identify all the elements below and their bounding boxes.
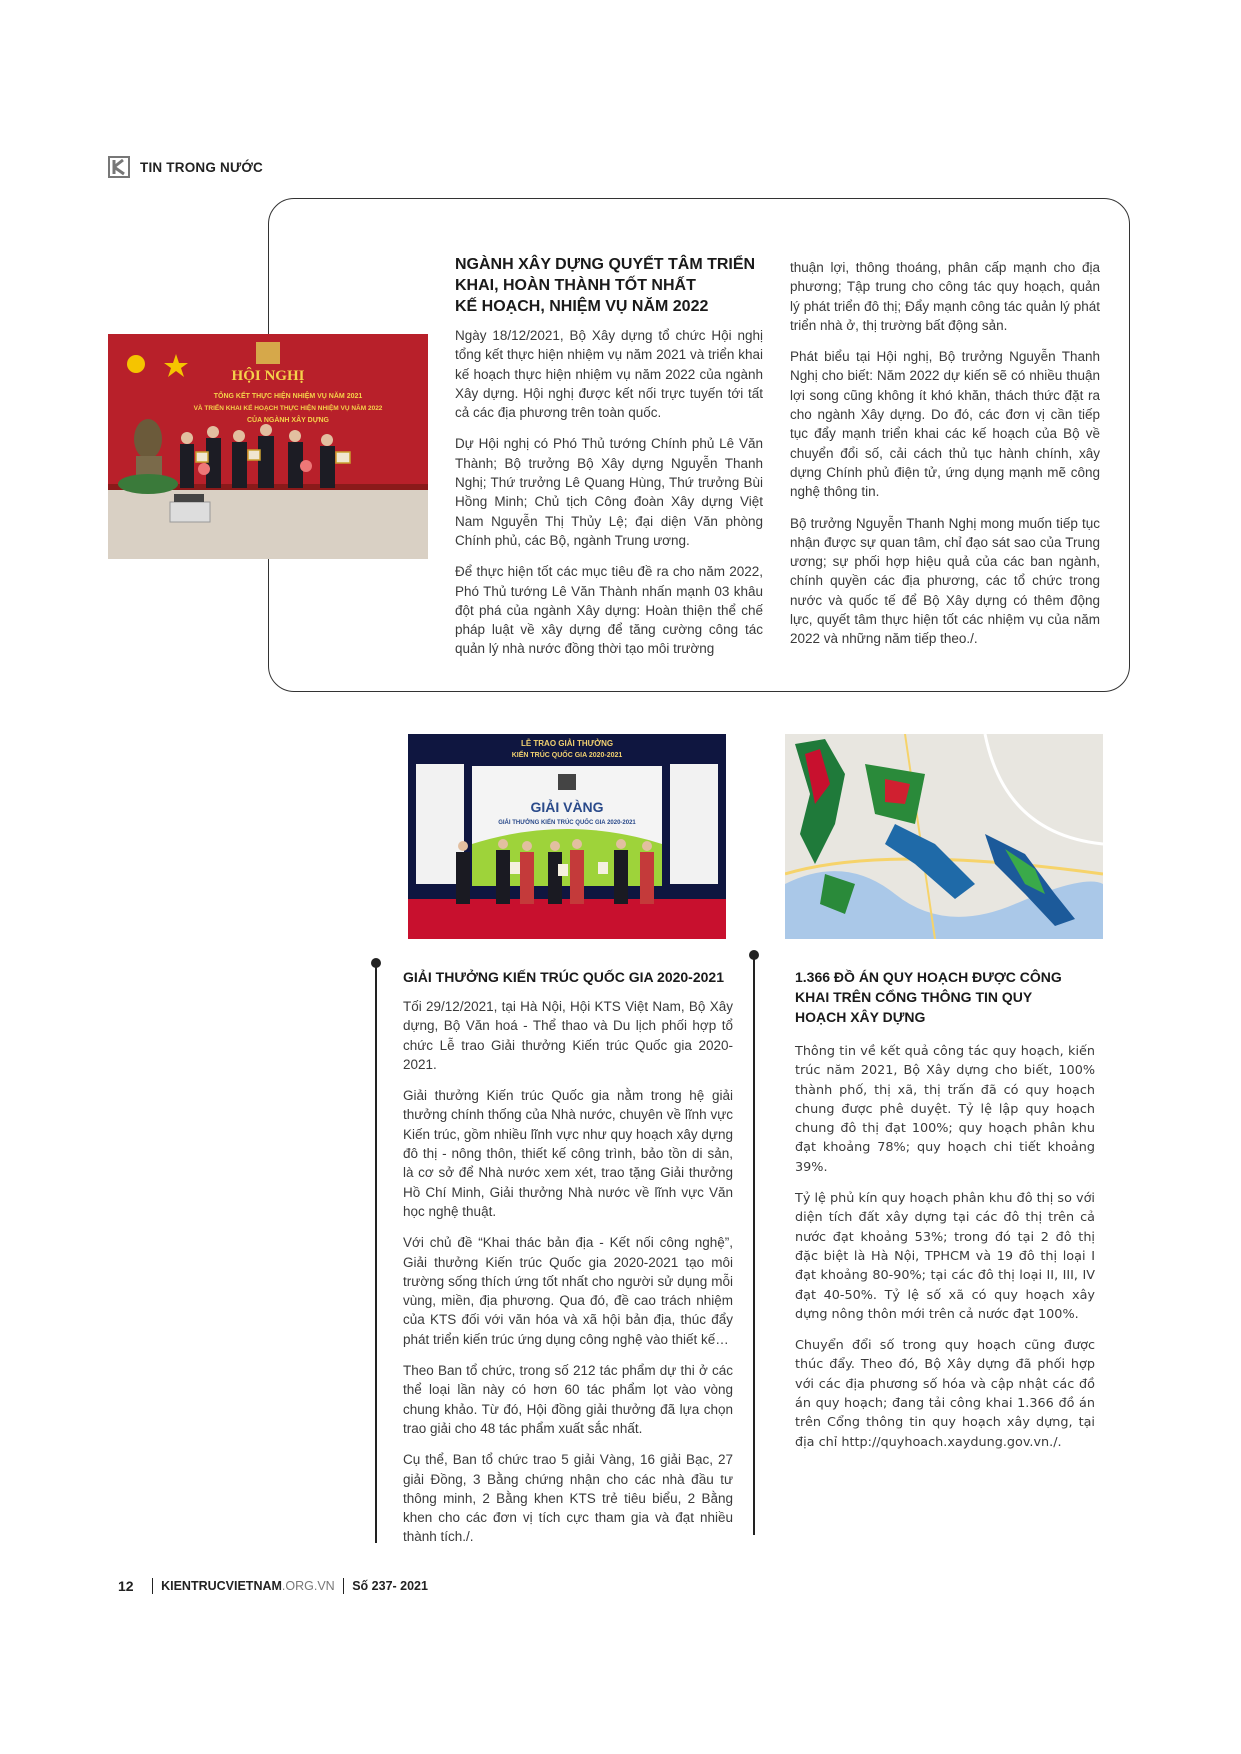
article2-paragraph: Với chủ đề “Khai thác bản địa - Kết nối công nghệ”, Giải thưởng Kiến trúc Quốc gia 2020-2021 tạo môi trường sống thích ứng tốt nhất cho người sử dụng mỗi vùng, miền, địa phương. Qua đó, đề cao trách nhiệm của KTS đối với văn hóa và xã hội bản địa, thúc đẩy phát triển kiến trúc ứng dụng công nghệ vào thiết kế… bbox=[403, 1235, 733, 1347]
article3-paragraph: Chuyển đổi số trong quy hoạch cũng được thúc đẩy. Theo đó, Bộ Xây dựng đã phối hợp với các địa phương số hóa và cập nhật các đồ án quy hoạch; đang tải công khai 1.366 đồ án trên Cổng thông tin quy hoạch xây dựng, tại địa chỉ http://quyhoach.xaydung.gov.vn./. bbox=[795, 1338, 1095, 1450]
article1-paragraph: Phát biểu tại Hội nghị, Bộ trưởng Nguyễn Thanh Nghị cho biết: Năm 2022 dự kiến sẽ có nhiều thuận lợi song cũng không ít khó khăn, thách thức đặt ra cho ngành Xây dựng. Do đó, các đơn vị cần tiếp tục đẩy mạnh triển khai các kế hoạch của Bộ về chuyển đổi số, cải cách thủ tục hành chính, xây dựng Chính phủ điện tử, ứng dụng mạnh mẽ công nghệ thông tin. bbox=[790, 349, 1100, 500]
conference-photo bbox=[108, 334, 428, 559]
article1-column-1 bbox=[455, 326, 763, 671]
footer-divider bbox=[152, 1578, 154, 1594]
photo-banner-title: HỘI NGHỊ bbox=[231, 368, 305, 384]
page-footer bbox=[118, 1578, 428, 1594]
planning-map-photo bbox=[785, 734, 1103, 939]
article3-paragraph: Thông tin về kết quả công tác quy hoạch, kiến trúc năm 2021, Bộ Xây dựng cho biết, 100% thành phố, thị xã, thị trấn đã có quy hoạch chung được phê duyệt. Tỷ lệ lập quy hoạch chung đô thị đạt 100%; quy hoạch phân khu đạt khoảng 78%; quy hoạch chi tiết khoảng 39%. bbox=[795, 1044, 1095, 1175]
magazine-logo-icon bbox=[108, 156, 130, 178]
article1-paragraph: Dự Hội nghị có Phó Thủ tướng Chính phủ Lê Văn Thành; Bộ trưởng Bộ Xây dựng Nguyễn Thanh Nghị; Thứ trưởng Lê Quang Hùng, Thứ trưởng Bùi Hồng Minh; Chủ tịch Công đoàn Xây dựng Việt Nam Nguyễn Thị Thủy Lệ; đại diện Văn phòng Chính phủ, các Bộ, ngành Trung ương. bbox=[455, 436, 763, 548]
article2-title: GIẢI THƯỞNG KIẾN TRÚC QUỐC GIA 2020-2021 bbox=[403, 969, 724, 985]
award-screen-title: GIẢI VÀNG bbox=[530, 799, 604, 815]
article2-paragraph: Theo Ban tổ chức, trong số 212 tác phẩm dự thi ở các thể loại lần này có hơn 60 tác phẩm lọt vào vòng chung khảo. Từ đó, Hội đồng giải thưởng đã lựa chọn trao giải cho 48 tác phẩm xuất sắc nhất. bbox=[403, 1363, 733, 1436]
section-header bbox=[108, 156, 263, 178]
article1-paragraph: Ngày 18/12/2021, Bộ Xây dựng tổ chức Hội nghị tổng kết thực hiện nhiệm vụ năm 2021 và triển khai kế hoạch thực hiện nhiệm vụ năm 2022 của ngành Xây dựng. Hội nghị được kết nối trực tuyến tới tất cả các địa phương trên toàn quốc. bbox=[455, 328, 763, 421]
article2-paragraph: Cụ thể, Ban tổ chức trao 5 giải Vàng, 16 giải Bạc, 27 giải Đồng, 3 Bằng chứng nhận cho các nhà đầu tư thông minh, 2 Bằng khen KTS trẻ tiêu biểu, 2 Bằng khen cho các đơn vị tích cực tham gia và đạt nhiều thành tích./. bbox=[403, 1452, 733, 1545]
award-ceremony-photo bbox=[408, 734, 726, 939]
article1-title-line: KẾ HOẠCH, NHIỆM VỤ NĂM 2022 bbox=[455, 298, 709, 315]
photo-banner-sub2: VÀ TRIỂN KHAI KẾ HOẠCH THỰC HIỆN NHIỆM VỤ NĂM 2022 bbox=[193, 405, 383, 412]
article2-paragraph: Tối 29/12/2021, tại Hà Nội, Hội KTS Việt Nam, Bộ Xây dựng, Bộ Văn hoá - Thể thao và Du lịch phối hợp tổ chức Lễ trao Giải thưởng Kiến trúc Quốc gia 2020-2021. bbox=[403, 999, 733, 1072]
article1-column-2 bbox=[790, 258, 1100, 661]
timeline-line bbox=[753, 955, 755, 1535]
article3-title bbox=[795, 967, 1095, 1027]
article1-title-line: NGÀNH XÂY DỰNG QUYẾT TÂM TRIỂN bbox=[455, 256, 756, 273]
award-banner-top2: KIẾN TRÚC QUỐC GIA 2020-2021 bbox=[511, 752, 623, 759]
timeline-line bbox=[375, 963, 377, 1543]
footer-site-light: .ORG.VN bbox=[281, 1579, 335, 1593]
award-banner-top: LỄ TRAO GIẢI THƯỞNG bbox=[520, 739, 614, 748]
section-label: TIN TRONG NƯỚC bbox=[140, 159, 264, 175]
article3-title-line: HOẠCH XÂY DỰNG bbox=[795, 1009, 926, 1025]
article3-body bbox=[795, 1042, 1095, 1464]
photo-banner-sub: TỔNG KẾT THỰC HIỆN NHIỆM VỤ NĂM 2021 bbox=[213, 393, 363, 400]
article3-paragraph: Tỷ lệ phủ kín quy hoạch phân khu đô thị so với diện tích đất xây dựng tại các đô thị trên cả nước đạt khoảng 53%; trong đó tại 2 đô thị đặc biệt là Hà Nội, TPHCM và 19 đô thị loại I đạt khoảng 80-90%; tại các đô thị loại II, III, IV đạt 40-50%. Tỷ lệ số xã có quy hoạch xây dựng nông thôn mới trên cả nước đạt 100%. bbox=[795, 1191, 1095, 1322]
page-number: 12 bbox=[118, 1578, 134, 1594]
article1-title bbox=[455, 254, 775, 317]
article1-title-line: KHAI, HOÀN THÀNH TỐT NHẤT bbox=[455, 277, 696, 294]
article2-body bbox=[403, 997, 733, 1559]
article1-paragraph: Bộ trưởng Nguyễn Thanh Nghị mong muốn tiếp tục nhận được sự quan tâm, chỉ đạo sát sao của Trung ương; sự phối hợp hiệu quả của các ban ngành, chính quyền các địa phương, các tổ chức trong nước và quốc tế để Bộ Xây dựng có thêm động lực, quyết tâm thực hiện tốt các nhiệm vụ của năm 2022 và những năm tiếp theo./. bbox=[790, 515, 1100, 647]
footer-divider bbox=[343, 1578, 345, 1594]
article1-paragraph: thuận lợi, thông thoáng, phân cấp mạnh cho địa phương; Tập trung cho công tác quy hoạch, quản lý phát triển đô thị; Đẩy mạnh công tác quản lý phát triển nhà ở, thị trường bất động sản. bbox=[790, 260, 1100, 333]
footer-site-bold: KIENTRUCVIETNAM bbox=[161, 1579, 282, 1593]
article2-paragraph: Giải thưởng Kiến trúc Quốc gia nằm trong hệ giải thưởng chính thống của Nhà nước, chuyên về lĩnh vực Kiến trúc, gồm nhiều lĩnh vực như quy hoạch xây dựng đô thị - nông thôn, thiết kế công trình, bảo tồn di sản, là cơ sở để Nhà nước xem xét, trao tặng Giải thưởng Hồ Chí Minh, Giải thưởng Nhà nước về lĩnh vực Văn học nghệ thuật. bbox=[403, 1088, 733, 1219]
article1-paragraph: Để thực hiện tốt các mục tiêu đề ra cho năm 2022, Phó Thủ tướng Lê Văn Thành nhấn mạnh 03 khâu đột phá của ngành Xây dựng: Hoàn thiện thể chế pháp luật về xây dựng để tăng cường công tác quản lý nhà nước đồng thời tạo môi trường bbox=[455, 564, 763, 657]
article3-title-line: KHAI TRÊN CỔNG THÔNG TIN QUY bbox=[795, 989, 1033, 1005]
issue-number: Số 237- 2021 bbox=[352, 1579, 428, 1593]
photo-banner-sub3: CỦA NGÀNH XÂY DỰNG bbox=[246, 417, 330, 424]
article3-title-line: 1.366 ĐỒ ÁN QUY HOẠCH ĐƯỢC CÔNG bbox=[795, 969, 1062, 985]
award-screen-sub: GIẢI THƯỞNG KIẾN TRÚC QUỐC GIA 2020-2021 bbox=[498, 820, 636, 826]
